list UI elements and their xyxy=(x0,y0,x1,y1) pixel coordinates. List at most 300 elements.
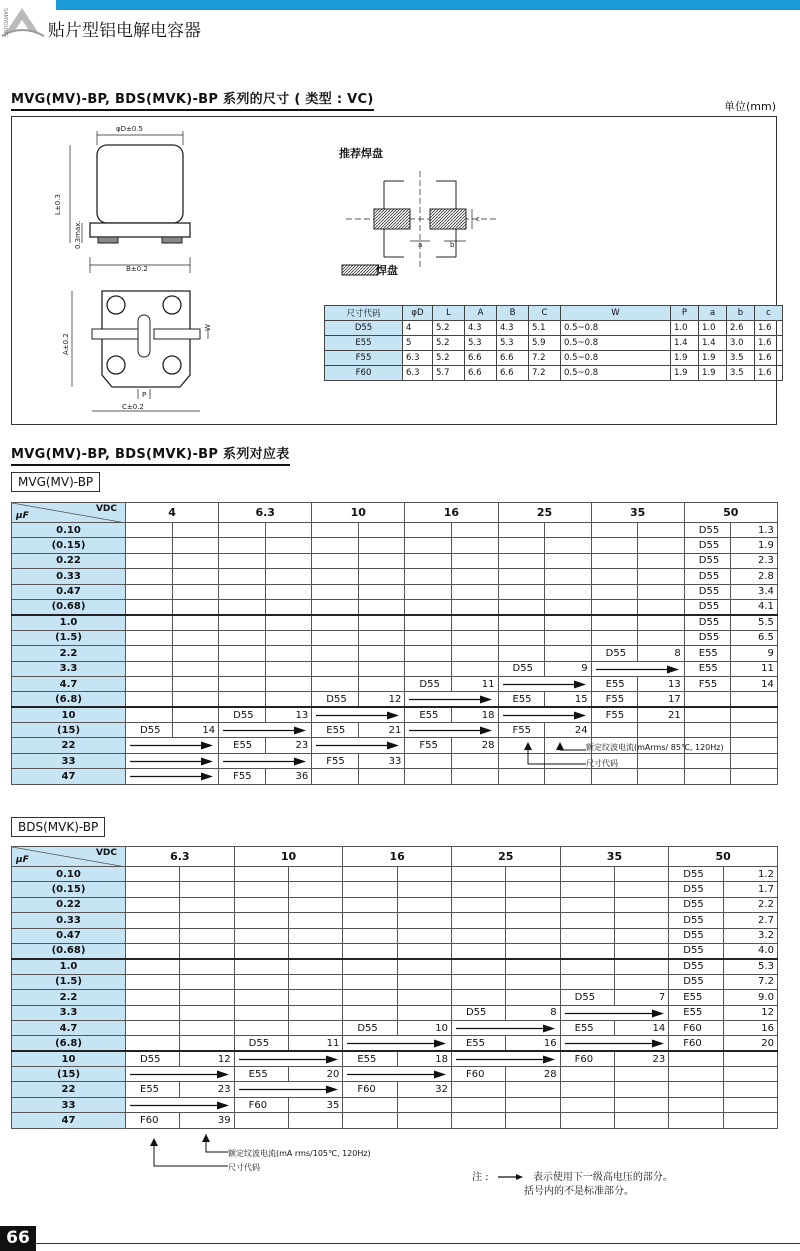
empty-cell xyxy=(506,897,560,912)
capacitance-cell: 0.33 xyxy=(12,569,126,584)
empty-cell xyxy=(405,538,452,553)
ripple-current-cell: 14 xyxy=(172,723,219,738)
empty-cell xyxy=(731,769,778,784)
corner-cell xyxy=(12,503,126,523)
empty-cell xyxy=(614,1067,668,1082)
dim-header-cell: a xyxy=(699,306,727,321)
size-code-cell: D55 xyxy=(669,913,723,928)
ripple-current-cell: 21 xyxy=(358,723,405,738)
size-code-cell: F60 xyxy=(325,366,403,381)
empty-cell xyxy=(591,523,638,538)
size-code-cell: D55 xyxy=(669,943,723,958)
empty-cell xyxy=(234,1005,288,1020)
empty-cell xyxy=(731,738,778,753)
empty-cell xyxy=(343,974,397,989)
pad-b-label: b xyxy=(450,241,455,249)
empty-cell xyxy=(506,943,560,958)
empty-cell xyxy=(265,692,312,707)
arrow-right-icon xyxy=(223,726,306,735)
capacitance-cell: 0.22 xyxy=(12,553,126,568)
arrow-right-icon xyxy=(239,1085,338,1094)
vdc-label: VDC xyxy=(95,848,117,858)
empty-cell xyxy=(126,661,173,676)
arrow-right-icon xyxy=(409,695,492,704)
empty-cell xyxy=(498,553,545,568)
ripple-current-cell: 1.3 xyxy=(731,523,778,538)
empty-cell xyxy=(397,1113,451,1128)
size-code-cell: E55 xyxy=(591,676,638,691)
empty-cell xyxy=(180,913,234,928)
ripple-current-cell: 4.1 xyxy=(731,599,778,614)
bds-current-note: 额定纹波电流(mA rms/105℃, 120Hz) xyxy=(228,1149,371,1158)
voltage-header-cell: 35 xyxy=(560,847,669,867)
recommended-pad-title: 推荐焊盘 xyxy=(339,147,383,160)
empty-cell xyxy=(265,615,312,630)
ripple-current-cell: 2.7 xyxy=(723,913,777,928)
dimension-cell: 5.2 xyxy=(433,336,465,351)
ripple-current-cell: 20 xyxy=(723,1036,777,1051)
dim-header-cell: 尺寸代码 xyxy=(325,306,403,321)
next-voltage-arrow-cell xyxy=(560,1005,669,1020)
empty-cell xyxy=(591,723,638,738)
empty-cell xyxy=(591,538,638,553)
capacitance-row xyxy=(12,676,778,691)
empty-cell xyxy=(312,569,359,584)
empty-cell xyxy=(172,707,219,722)
empty-cell xyxy=(614,1097,668,1112)
capacitance-cell: 0.33 xyxy=(12,913,126,928)
ripple-current-cell: 14 xyxy=(731,676,778,691)
ripple-current-cell: 2.3 xyxy=(731,553,778,568)
next-voltage-arrow-cell xyxy=(405,692,498,707)
empty-cell xyxy=(545,538,592,553)
pad-a-label: a xyxy=(418,241,423,249)
empty-cell xyxy=(312,676,359,691)
empty-cell xyxy=(265,569,312,584)
empty-cell xyxy=(180,928,234,943)
size-code-cell: D55 xyxy=(498,661,545,676)
empty-cell xyxy=(180,974,234,989)
empty-cell xyxy=(358,661,405,676)
ripple-current-cell: 23 xyxy=(265,738,312,753)
empty-cell xyxy=(288,1020,342,1035)
size-code-cell: D55 xyxy=(684,584,731,599)
size-code-cell: F60 xyxy=(343,1082,397,1097)
size-code-cell: D55 xyxy=(591,646,638,661)
ripple-current-cell: 36 xyxy=(265,769,312,784)
empty-cell xyxy=(669,1051,723,1066)
capacitance-cell: 33 xyxy=(12,753,126,768)
empty-cell xyxy=(234,897,288,912)
empty-cell xyxy=(312,553,359,568)
capacitance-cell: 1.0 xyxy=(12,959,126,974)
empty-cell xyxy=(451,630,498,645)
empty-cell xyxy=(545,569,592,584)
empty-cell xyxy=(545,599,592,614)
ripple-current-cell: 28 xyxy=(451,738,498,753)
next-voltage-arrow-cell xyxy=(591,661,684,676)
empty-cell xyxy=(451,553,498,568)
arrow-right-icon xyxy=(223,757,306,766)
capacitance-cell: 22 xyxy=(12,738,126,753)
capacitance-cell: 3.3 xyxy=(12,661,126,676)
empty-cell xyxy=(638,615,685,630)
capacitance-cell: 0.10 xyxy=(12,523,126,538)
size-code-cell: E55 xyxy=(669,1005,723,1020)
empty-cell xyxy=(545,646,592,661)
size-code-cell: D55 xyxy=(312,692,359,707)
size-code-cell: D55 xyxy=(451,1005,505,1020)
empty-cell xyxy=(684,753,731,768)
empty-cell xyxy=(397,990,451,1005)
capacitance-row xyxy=(12,1036,778,1051)
empty-cell xyxy=(397,959,451,974)
size-code-cell: D55 xyxy=(234,1036,288,1051)
empty-cell xyxy=(591,599,638,614)
empty-cell xyxy=(180,943,234,958)
empty-cell xyxy=(126,990,180,1005)
empty-cell xyxy=(343,928,397,943)
empty-cell xyxy=(126,913,180,928)
empty-cell xyxy=(312,538,359,553)
arrow-right-icon xyxy=(347,1070,446,1079)
empty-cell xyxy=(545,523,592,538)
capacitance-row xyxy=(12,569,778,584)
size-code-cell: D55 xyxy=(669,974,723,989)
capacitance-row xyxy=(12,882,778,897)
dimension-cell: 1.9 xyxy=(671,351,699,366)
size-code-cell: F55 xyxy=(591,692,638,707)
empty-cell xyxy=(358,769,405,784)
c-dim-label: C±0.2 xyxy=(122,403,144,411)
empty-cell xyxy=(451,646,498,661)
ripple-current-cell: 2.8 xyxy=(731,569,778,584)
empty-cell xyxy=(358,676,405,691)
capacitance-row xyxy=(12,753,778,768)
empty-cell xyxy=(731,723,778,738)
empty-cell xyxy=(545,553,592,568)
size-code-cell: E55 xyxy=(325,336,403,351)
footnote-line1: 表示使用下一级高电压的部分。 xyxy=(532,1172,673,1183)
empty-cell xyxy=(126,676,173,691)
empty-cell xyxy=(219,615,266,630)
ripple-current-cell: 14 xyxy=(614,1020,668,1035)
empty-cell xyxy=(343,1097,397,1112)
capacitance-cell: (1.5) xyxy=(12,974,126,989)
bds-correspondence-table xyxy=(11,846,778,1129)
bds-size-note: 尺寸代码 xyxy=(228,1163,260,1172)
capacitance-cell: 4.7 xyxy=(12,1020,126,1035)
next-voltage-arrow-cell xyxy=(451,1020,560,1035)
size-code-cell: F55 xyxy=(405,738,452,753)
empty-cell xyxy=(731,707,778,722)
mvg-note-arrows-icon xyxy=(516,740,588,772)
empty-cell xyxy=(126,615,173,630)
capacitance-row xyxy=(12,630,778,645)
size-code-cell: F60 xyxy=(669,1020,723,1035)
empty-cell xyxy=(234,990,288,1005)
size-code-cell: D55 xyxy=(126,1051,180,1066)
empty-cell xyxy=(560,1097,614,1112)
capacitance-cell: 10 xyxy=(12,707,126,722)
empty-cell xyxy=(172,553,219,568)
empty-cell xyxy=(451,1113,505,1128)
size-code-cell: F60 xyxy=(560,1051,614,1066)
empty-cell xyxy=(545,615,592,630)
empty-cell xyxy=(638,723,685,738)
arrow-right-icon xyxy=(347,1039,446,1048)
capacitance-cell: (0.15) xyxy=(12,538,126,553)
ripple-current-cell: 2.2 xyxy=(723,897,777,912)
size-code-cell: D55 xyxy=(669,959,723,974)
empty-cell xyxy=(451,753,498,768)
diameter-label: φD±0.5 xyxy=(116,125,144,133)
empty-cell xyxy=(614,974,668,989)
arrow-right-icon xyxy=(409,726,492,735)
dim-header-cell: W xyxy=(561,306,671,321)
capacitance-cell: (0.68) xyxy=(12,599,126,614)
empty-cell xyxy=(451,599,498,614)
p-dim-label: P xyxy=(142,391,147,399)
capacitance-row xyxy=(12,943,778,958)
ripple-current-cell: 15 xyxy=(545,692,592,707)
empty-cell xyxy=(312,523,359,538)
empty-cell xyxy=(451,584,498,599)
ripple-current-cell: 21 xyxy=(638,707,685,722)
empty-cell xyxy=(614,1082,668,1097)
ripple-current-cell: 9 xyxy=(731,646,778,661)
empty-cell xyxy=(451,769,498,784)
empty-cell xyxy=(172,692,219,707)
ripple-current-cell: 1.9 xyxy=(731,538,778,553)
empty-cell xyxy=(219,661,266,676)
empty-cell xyxy=(560,897,614,912)
capacitance-row xyxy=(12,538,778,553)
empty-cell xyxy=(343,913,397,928)
empty-cell xyxy=(265,538,312,553)
empty-cell xyxy=(498,615,545,630)
empty-cell xyxy=(614,913,668,928)
empty-cell xyxy=(560,943,614,958)
size-code-cell: F55 xyxy=(591,707,638,722)
capacitance-row xyxy=(12,867,778,882)
voltage-header-row xyxy=(12,503,778,523)
voltage-header-cell: 16 xyxy=(405,503,498,523)
next-voltage-arrow-cell xyxy=(126,769,219,784)
empty-cell xyxy=(219,676,266,691)
size-code-cell: E55 xyxy=(498,692,545,707)
empty-cell xyxy=(669,1097,723,1112)
ripple-current-cell: 35 xyxy=(288,1097,342,1112)
ripple-current-cell: 9.0 xyxy=(723,990,777,1005)
capacitance-cell: 0.10 xyxy=(12,867,126,882)
empty-cell xyxy=(638,599,685,614)
empty-cell xyxy=(614,1113,668,1128)
dimension-cell: 4 xyxy=(403,321,433,336)
empty-cell xyxy=(126,538,173,553)
next-voltage-arrow-cell xyxy=(343,1036,452,1051)
empty-cell xyxy=(397,913,451,928)
empty-cell xyxy=(560,913,614,928)
ripple-current-cell: 5.5 xyxy=(731,615,778,630)
empty-cell xyxy=(265,599,312,614)
dimension-cell: 6.3 xyxy=(403,366,433,381)
empty-cell xyxy=(614,897,668,912)
empty-cell xyxy=(343,959,397,974)
empty-cell xyxy=(126,882,180,897)
empty-cell xyxy=(638,538,685,553)
size-code-cell: D55 xyxy=(684,538,731,553)
empty-cell xyxy=(288,1005,342,1020)
next-voltage-arrow-cell xyxy=(126,1067,235,1082)
size-code-cell: E55 xyxy=(234,1067,288,1082)
empty-cell xyxy=(180,990,234,1005)
empty-cell xyxy=(312,661,359,676)
pad-c-label: c xyxy=(476,215,480,223)
empty-cell xyxy=(397,1005,451,1020)
empty-cell xyxy=(288,928,342,943)
dimension-cell: 3.0 xyxy=(727,336,755,351)
voltage-header-cell: 25 xyxy=(498,503,591,523)
empty-cell xyxy=(219,569,266,584)
ripple-current-cell: 23 xyxy=(180,1082,234,1097)
empty-cell xyxy=(451,538,498,553)
size-code-cell: F60 xyxy=(126,1113,180,1128)
dimension-cell: 0.5~0.8 xyxy=(561,336,671,351)
empty-cell xyxy=(358,646,405,661)
empty-cell xyxy=(234,913,288,928)
size-code-cell: D55 xyxy=(405,676,452,691)
empty-cell xyxy=(358,584,405,599)
empty-cell xyxy=(506,913,560,928)
empty-cell xyxy=(343,897,397,912)
empty-cell xyxy=(498,599,545,614)
dimension-cell: 4.3 xyxy=(497,321,529,336)
empty-cell xyxy=(180,1020,234,1035)
empty-cell xyxy=(451,943,505,958)
capacitance-row xyxy=(12,897,778,912)
size-code-cell: F55 xyxy=(312,753,359,768)
empty-cell xyxy=(358,523,405,538)
empty-cell xyxy=(669,1067,723,1082)
dim-header-cell: b xyxy=(727,306,755,321)
capacitance-row xyxy=(12,523,778,538)
capacitance-row xyxy=(12,553,778,568)
empty-cell xyxy=(172,661,219,676)
empty-cell xyxy=(560,959,614,974)
empty-cell xyxy=(498,523,545,538)
page-footer-line xyxy=(36,1243,800,1244)
uf-label: μF xyxy=(16,511,29,521)
empty-cell xyxy=(265,584,312,599)
size-code-cell: D55 xyxy=(684,523,731,538)
empty-cell xyxy=(172,599,219,614)
capacitance-row xyxy=(12,615,778,630)
empty-cell xyxy=(405,615,452,630)
capacitance-row xyxy=(12,692,778,707)
empty-cell xyxy=(126,974,180,989)
arrow-right-icon xyxy=(456,1055,555,1064)
size-code-cell: D55 xyxy=(684,599,731,614)
empty-cell xyxy=(126,959,180,974)
dimension-cell: 6.6 xyxy=(497,366,529,381)
empty-cell xyxy=(343,882,397,897)
empty-cell xyxy=(343,1005,397,1020)
empty-cell xyxy=(126,1020,180,1035)
empty-cell xyxy=(172,615,219,630)
voltage-header-cell: 6.3 xyxy=(126,847,235,867)
size-code-cell: D55 xyxy=(669,882,723,897)
ripple-current-cell: 10 xyxy=(397,1020,451,1035)
dimension-cell: 5.2 xyxy=(433,351,465,366)
empty-cell xyxy=(560,867,614,882)
empty-cell xyxy=(343,943,397,958)
empty-cell xyxy=(126,523,173,538)
empty-cell xyxy=(126,646,173,661)
footnote xyxy=(472,1171,673,1199)
arrow-right-icon xyxy=(130,741,213,750)
empty-cell xyxy=(126,584,173,599)
empty-cell xyxy=(451,913,505,928)
empty-cell xyxy=(591,584,638,599)
empty-cell xyxy=(498,538,545,553)
empty-cell xyxy=(451,959,505,974)
b-dim-label: B±0.2 xyxy=(126,265,148,273)
ripple-current-cell: 24 xyxy=(545,723,592,738)
empty-cell xyxy=(397,974,451,989)
ripple-current-cell: 12 xyxy=(358,692,405,707)
dimension-cell: 6.6 xyxy=(465,351,497,366)
next-voltage-arrow-cell xyxy=(451,1051,560,1066)
empty-cell xyxy=(219,646,266,661)
voltage-header-cell: 4 xyxy=(126,503,219,523)
arrow-right-icon xyxy=(239,1055,338,1064)
empty-cell xyxy=(506,974,560,989)
size-code-cell: D55 xyxy=(219,707,266,722)
capacitance-cell: (15) xyxy=(12,723,126,738)
empty-cell xyxy=(405,523,452,538)
empty-cell xyxy=(614,867,668,882)
empty-cell xyxy=(312,615,359,630)
arrow-right-icon xyxy=(596,665,679,674)
empty-cell xyxy=(498,630,545,645)
next-voltage-arrow-cell xyxy=(126,1097,235,1112)
size-code-cell: F55 xyxy=(219,769,266,784)
empty-cell xyxy=(288,1113,342,1128)
capacitance-cell: 3.3 xyxy=(12,1005,126,1020)
next-voltage-arrow-cell xyxy=(405,723,498,738)
empty-cell xyxy=(451,661,498,676)
next-voltage-arrow-cell xyxy=(234,1082,343,1097)
dimension-cell: 1.0 xyxy=(671,321,699,336)
size-code-cell: D55 xyxy=(684,553,731,568)
size-code-cell: F55 xyxy=(325,351,403,366)
empty-cell xyxy=(397,867,451,882)
dim-header-cell: L xyxy=(433,306,465,321)
empty-cell xyxy=(219,692,266,707)
next-voltage-arrow-cell xyxy=(126,753,219,768)
empty-cell xyxy=(731,753,778,768)
dimension-cell: 1.9 xyxy=(699,366,727,381)
header-accent-bar xyxy=(56,0,800,10)
empty-cell xyxy=(614,959,668,974)
voltage-header-cell: 25 xyxy=(451,847,560,867)
empty-cell xyxy=(172,630,219,645)
empty-cell xyxy=(638,523,685,538)
capacitance-row xyxy=(12,990,778,1005)
empty-cell xyxy=(219,584,266,599)
empty-cell xyxy=(560,974,614,989)
